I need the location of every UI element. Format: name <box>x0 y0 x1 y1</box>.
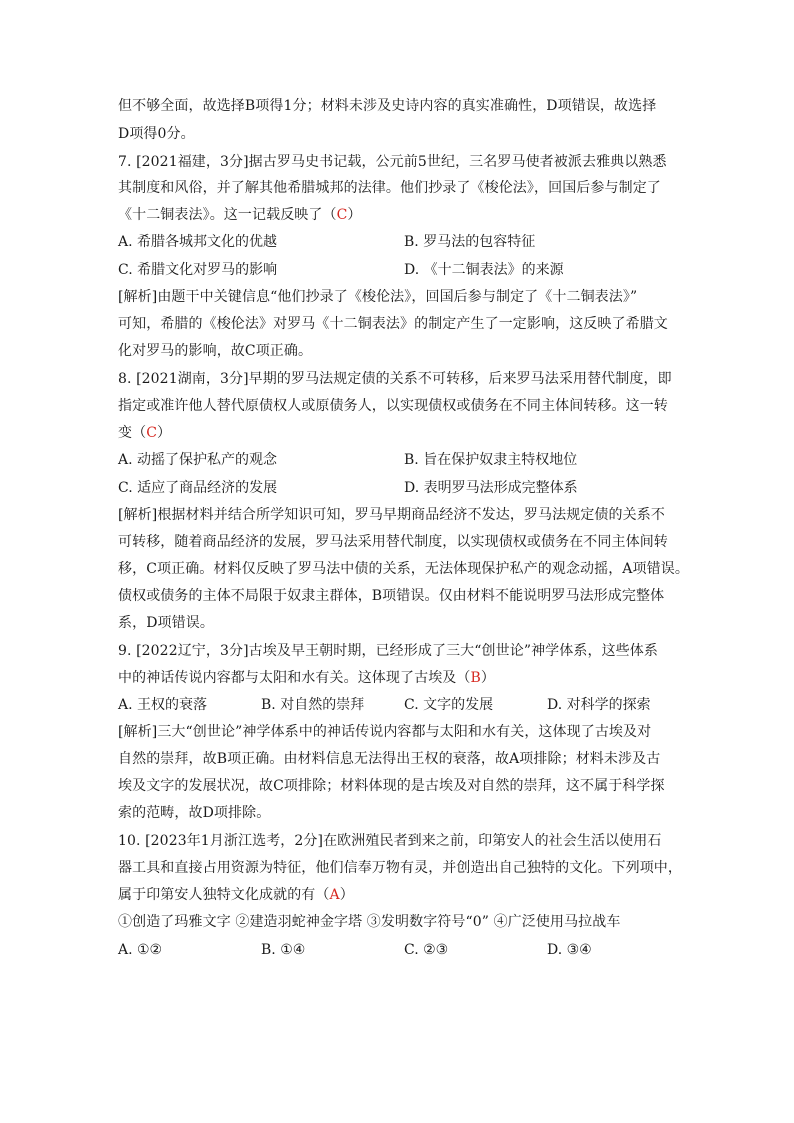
q8-analysis-line-1: [解析]根据材料并结合所学知识可知，罗马早期商品经济不发达，罗马法规定债的关系不 <box>118 507 665 523</box>
q10-option-c: C. ②③ <box>404 942 449 958</box>
q8-stem-line-3: 变（C） <box>118 425 172 441</box>
q10-stem-line-1: 10. [2023年1月浙江选考，2分]在欧洲殖民者到来之前，印第安人的社会生活以使用石 <box>118 833 662 849</box>
q7-option-d: D. 《十二铜表法》的来源 <box>404 262 564 278</box>
q7-option-a: A. 希腊各城邦文化的优越 <box>118 234 278 250</box>
q8-option-d: D. 表明罗马法形成完整体系 <box>404 480 578 496</box>
q10-option-b: B. ①④ <box>261 942 306 958</box>
q10-option-d: D. ③④ <box>547 942 592 958</box>
q8-answer: C <box>146 425 158 441</box>
q9-stem-line-1: 9. [2022辽宁，3分]古埃及早王朝时期，已经形成了三大“创世论”神学体系，这些体系 <box>118 643 658 659</box>
q9-option-b: B. 对自然的崇拜 <box>261 697 365 713</box>
q8-stem-line-1: 8. [2021湖南，3分]早期的罗马法规定债的关系不可转移，后来罗马法采用替代制度，即 <box>118 371 672 387</box>
q9-analysis-line-2: 自然的崇拜，故B项正确。由材料信息无法得出王权的衰落，故A项排除；材料未涉及古 <box>118 751 661 767</box>
q9-analysis-line-4: 索的范畴，故D项排除。 <box>118 805 271 821</box>
q8-analysis-line-4: 债权或债务的主体不局限于奴隶主群体，B项错误。仅由材料不能说明罗马法形成完整体 <box>118 588 665 604</box>
q8-analysis-line-5: 系，D项错误。 <box>118 615 214 631</box>
q8-analysis-line-2: 可转移，随着商品经济的发展，罗马法采用替代制度，以实现债权或债务在不同主体间转 <box>118 534 668 550</box>
q8-option-b: B. 旨在保护奴隶主特权地位 <box>404 452 578 468</box>
q7-option-b: B. 罗马法的包容特征 <box>404 234 536 250</box>
q9-analysis-line-3: 埃及文字的发展状况，故C项排除；材料体现的是古埃及对自然的崇拜，这不属于科学探 <box>118 778 665 794</box>
q9-option-c: C. 文字的发展 <box>404 697 494 713</box>
q10-items: ①创造了玛雅文字 ②建造羽蛇神金字塔 ③发明数字符号“0” ④广泛使用马拉战车 <box>118 914 621 930</box>
q7-answer: C <box>336 207 348 223</box>
q9-analysis-line-1: [解析]三大“创世论”神学体系中的神话传说内容都与太阳和水有关，这体现了古埃及对 <box>118 724 652 740</box>
q8-option-a: A. 动摇了保护私产的观念 <box>118 452 278 468</box>
q9-stem-line-2: 中的神话传说内容都与太阳和水有关。这体现了古埃及（B） <box>118 670 496 686</box>
q8-analysis-line-3: 移，C项正确。材料仅反映了罗马法中债的关系，无法体现保护私产的观念动摇，A项错误。 <box>118 561 689 577</box>
q7-analysis-line-1: [解析]由题干中关键信息“他们抄录了《梭伦法》，回国后参与制定了《十二铜表法》” <box>118 289 638 305</box>
q7-stem-line-3: 《十二铜表法》。这一记载反映了（C） <box>118 207 362 223</box>
q7-stem-line-1: 7. [2021福建，3分]据古罗马史书记载，公元前5世纪，三名罗马使者被派去雅典以熟悉 <box>118 154 667 170</box>
q8-option-c: C. 适应了商品经济的发展 <box>118 480 278 496</box>
q9-answer: B <box>470 670 481 686</box>
q7-analysis-line-2: 可知，希腊的《梭伦法》对罗马《十二铜表法》的制定产生了一定影响，这反映了希腊文 <box>118 316 668 332</box>
prev-explanation-line-2: D项得0分。 <box>118 126 195 142</box>
q9-option-a: A. 王权的衰落 <box>118 697 208 713</box>
q10-option-a: A. ①② <box>118 942 163 958</box>
q8-stem-line-2: 指定或准许他人替代原债权人或原债务人，以实现债权或债务在不同主体间转移。这一转 <box>118 398 668 414</box>
q9-option-d: D. 对科学的探索 <box>547 697 651 713</box>
q10-stem-line-2: 器工具和直接占用资源为特征，他们信奉万物有灵，并创造出自己独特的文化。下列项中， <box>118 860 682 876</box>
q7-stem-line-2: 其制度和风俗，并了解其他希腊城邦的法律。他们抄录了《梭伦法》，回国后参与制定了 <box>118 180 661 196</box>
q10-stem-line-3: 属于印第安人独特文化成就的有（A） <box>118 887 354 903</box>
prev-explanation-line-1: 但不够全面，故选择B项得1分；材料未涉及史诗内容的真实准确性，D项错误，故选择 <box>118 98 657 114</box>
q7-analysis-line-3: 化对罗马的影响，故C项正确。 <box>118 343 313 359</box>
q7-option-c: C. 希腊文化对罗马的影响 <box>118 262 278 278</box>
q10-answer: A <box>329 887 340 903</box>
